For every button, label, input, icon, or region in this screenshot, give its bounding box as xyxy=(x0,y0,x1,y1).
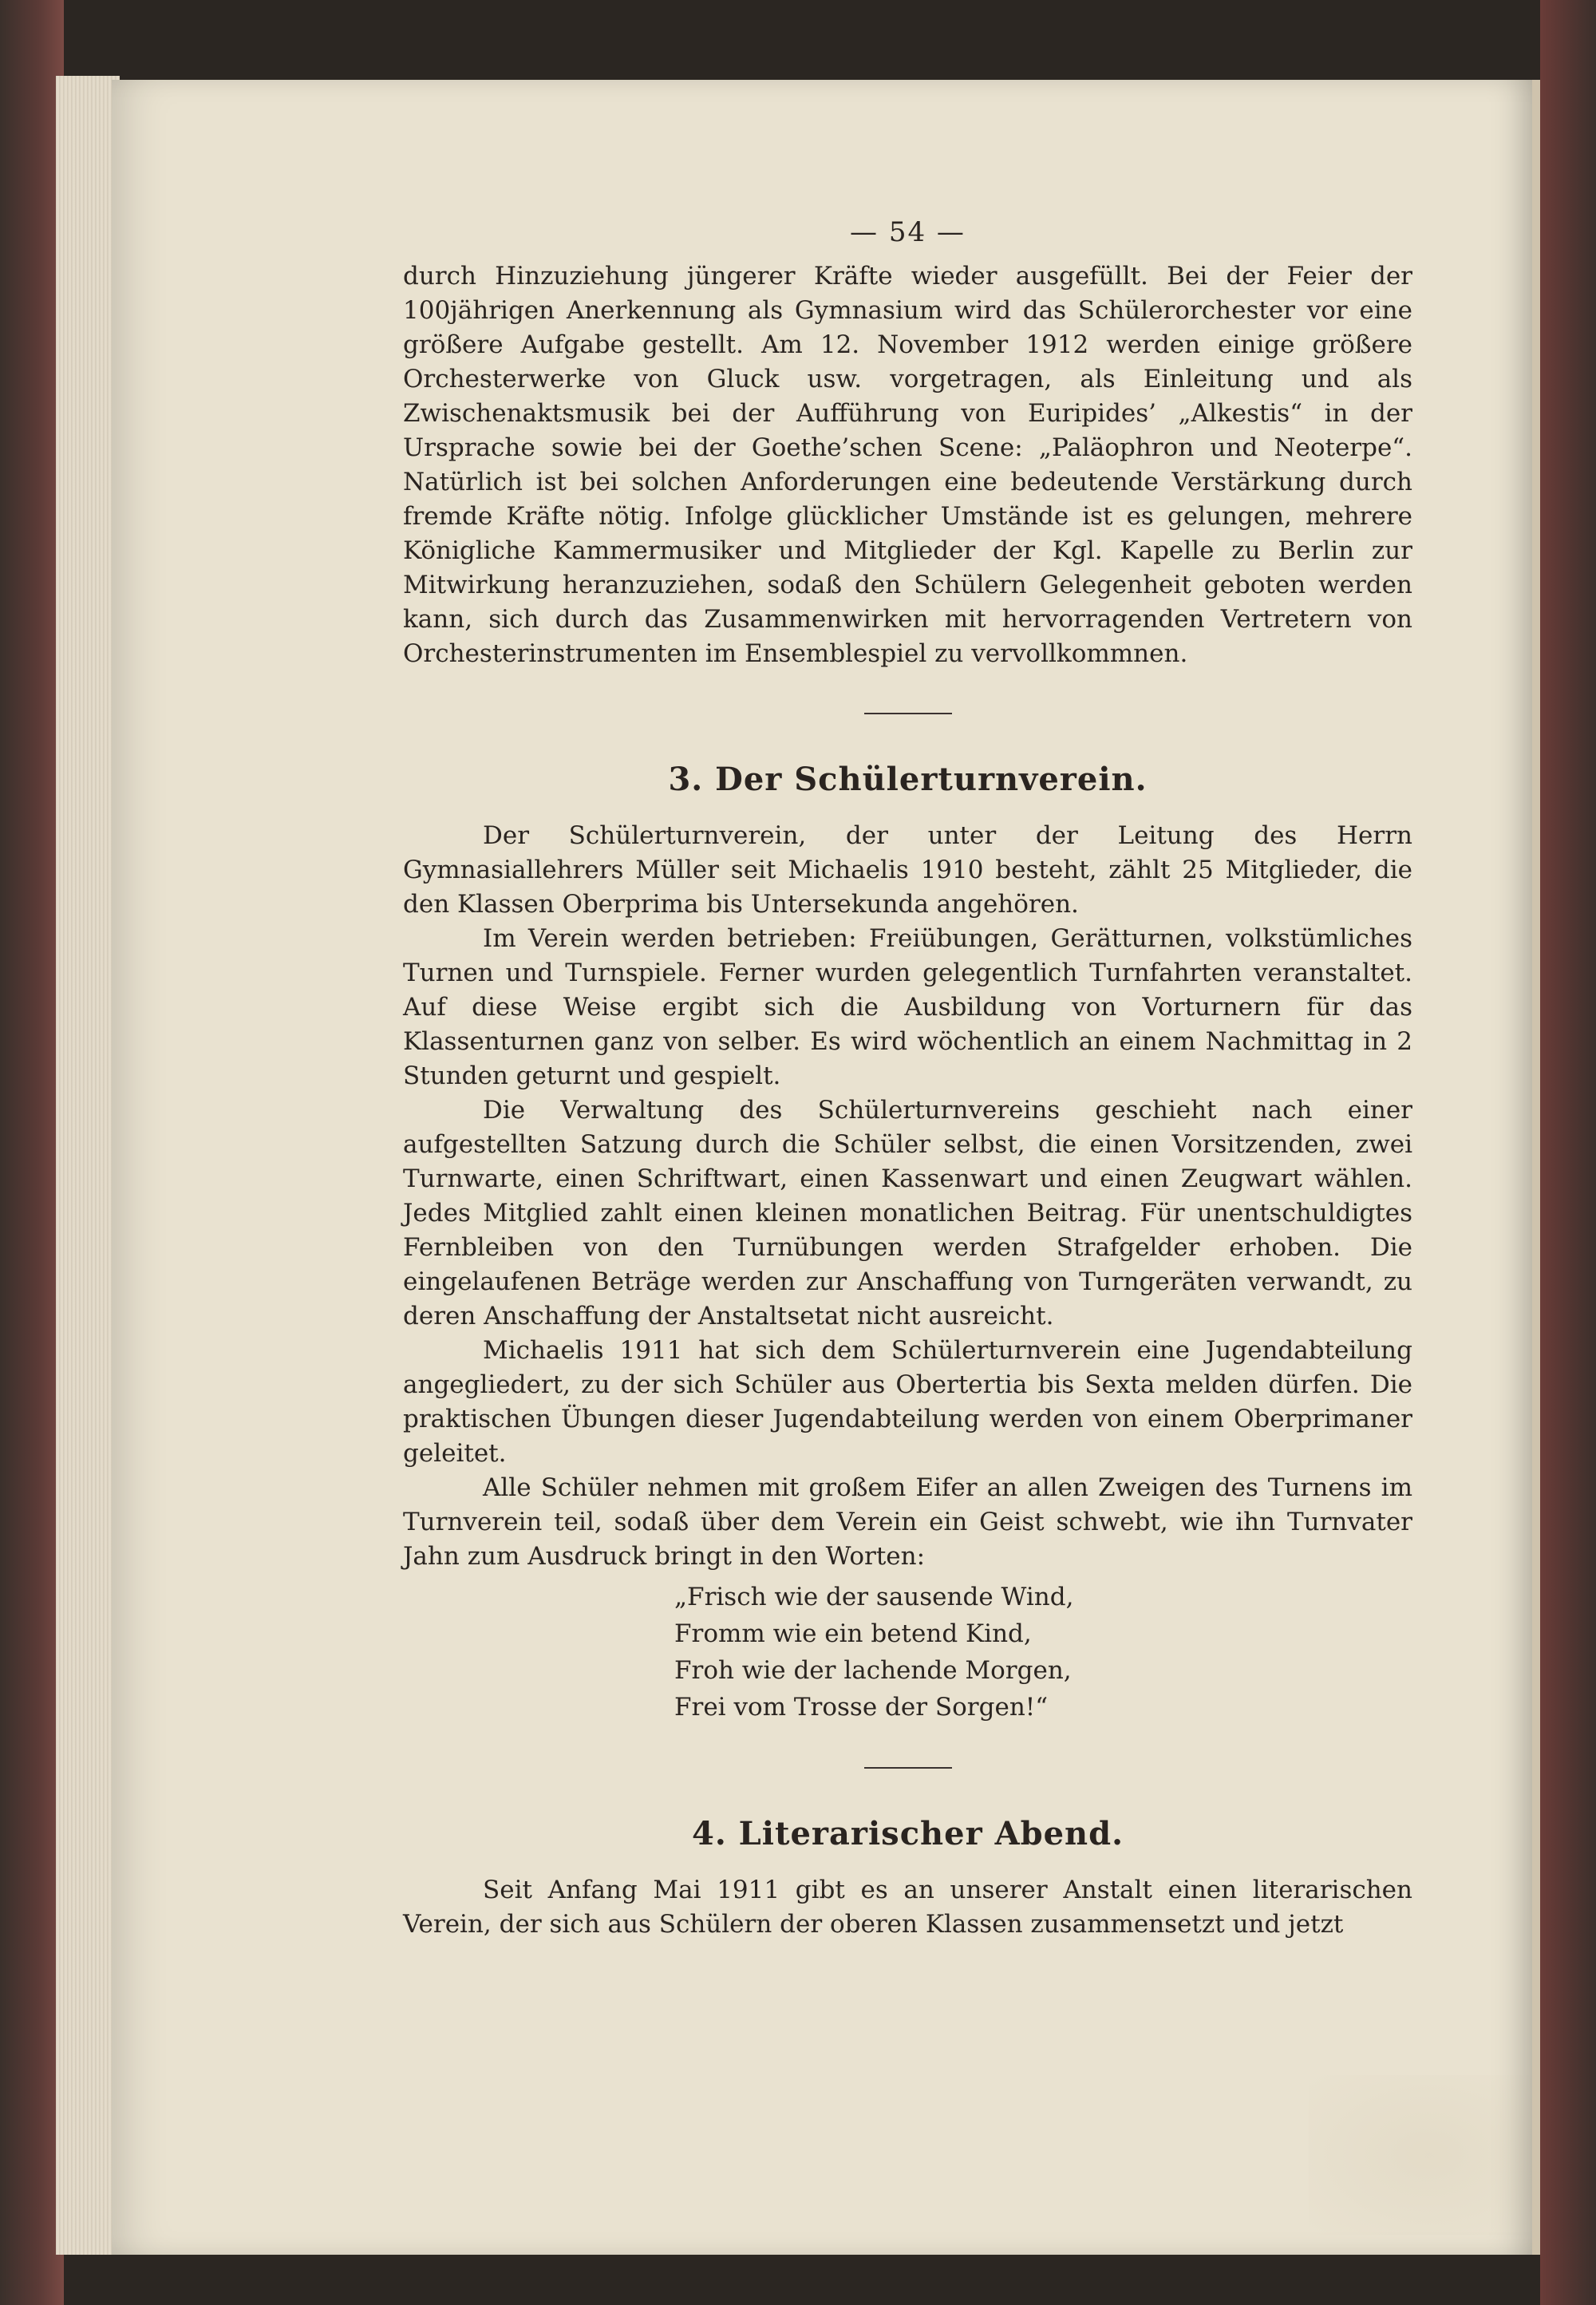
section-divider xyxy=(864,713,952,714)
poem-quote xyxy=(674,1579,1412,1726)
book-cover-right xyxy=(1540,0,1596,2305)
section-divider xyxy=(864,1767,952,1769)
book-cover-left xyxy=(0,0,64,2305)
page-edges xyxy=(56,76,120,2255)
section-4-paragraph: Seit Anfang Mai 1911 gibt es an unserer Anstalt einen literarischen Verein, der sich aus Schülern der oberen Klassen zusammensetzt und jetzt xyxy=(403,1876,1412,1939)
poem-line: Fromm wie ein betend Kind, xyxy=(674,1619,1032,1648)
intro-paragraph: durch Hinzuziehung jüngerer Kräfte wieder ausgefüllt. Bei der Feier der 100jährigen Anerkennung als Gymnasium wird das Schülerorchester vor eine größere Aufgabe gestellt. Am 12. November 1912 werden einige größere Orchesterwerke von Gluck usw. vorgetragen, als Einleitung und als Zwischenaktsmusik bei der Aufführung von Euripides’ „Alkestis“ in der Ursprache sowie bei der Goethe’schen Scene: „Paläophron und Neoterpe“. Natürlich ist bei solchen Anforderungen eine bedeutende Verstärkung durch fremde Kräfte nötig. Infolge glücklicher Umstände ist es gelungen, mehrere Königliche Kammermusiker und Mitglieder der Kgl. Kapelle zu Berlin zur Mitwirkung heranzuziehen, sodaß den Schülern Gelegenheit geboten werden kann, sich durch das Zusammenwirken mit hervorragenden Vertretern von Orchesterinstrumenten im Ensemblespiel zu vervollkommnen. xyxy=(403,262,1412,668)
section-3-paragraph-4: Michaelis 1911 hat sich dem Schülerturnverein eine Jugendabteilung angegliedert, zu der sich Schüler aus Obertertia bis Sexta melden dürfen. Die praktischen Übungen dieser Jugendabteilung werden von einem Oberprimaner geleitet. xyxy=(403,1336,1412,1468)
paper-stain xyxy=(1309,2075,1548,2235)
section-3-paragraph-3: Die Verwaltung des Schülerturnvereins geschieht nach einer aufgestellten Satzung durch die Schüler selbst, die einen Vorsitzenden, zwei Turnwarte, einen Schriftwart, einen Kassenwart und einen Zeugwart wählen. Jedes Mitglied zahlt einen kleinen monatlichen Beitrag. Für unentschuldigtes Fernbleiben von den Turnübungen werden Strafgelder erhoben. Die eingelaufenen Beträge werden zur Anschaffung von Turngeräten verwandt, zu deren Anschaffung der Anstaltsetat nicht ausreicht. xyxy=(403,1096,1412,1330)
poem-line: „Frisch wie der sausende Wind, xyxy=(674,1583,1074,1611)
section-3-paragraph-5: Alle Schüler nehmen mit großem Eifer an allen Zweigen des Turnens im Turnverein teil, sodaß über dem Verein ein Geist schwebt, wie ihn Turnvater Jahn zum Ausdruck bringt in den Worten: xyxy=(403,1473,1412,1571)
section-3-heading: 3. Der Schülerturnverein. xyxy=(668,761,1148,798)
poem-line: Frei vom Trosse der Sorgen!“ xyxy=(674,1693,1049,1722)
section-3-paragraph-1: Der Schülerturnverein, der unter der Leitung des Herrn Gymnasiallehrers Müller seit Michaelis 1910 besteht, zählt 25 Mitglieder, die den Klassen Oberprima bis Untersekunda angehören. xyxy=(403,821,1412,919)
page-number: — 54 — xyxy=(850,216,966,248)
section-3-paragraph-2: Im Verein werden betrieben: Freiübungen, Gerätturnen, volkstümliches Turnen und Turnspiele. Ferner wurden gelegentlich Turnfahrten veranstaltet. Auf diese Weise ergibt sich die Ausbildung von Vorturnern für das Klassenturnen ganz von selber. Es wird wöchentlich an einem Nachmittag in 2 Stunden geturnt und gespielt. xyxy=(403,924,1412,1090)
poem-line: Froh wie der lachende Morgen, xyxy=(674,1656,1072,1685)
section-4-heading: 4. Literarischer Abend. xyxy=(691,1815,1124,1852)
page-text xyxy=(403,215,1412,1942)
